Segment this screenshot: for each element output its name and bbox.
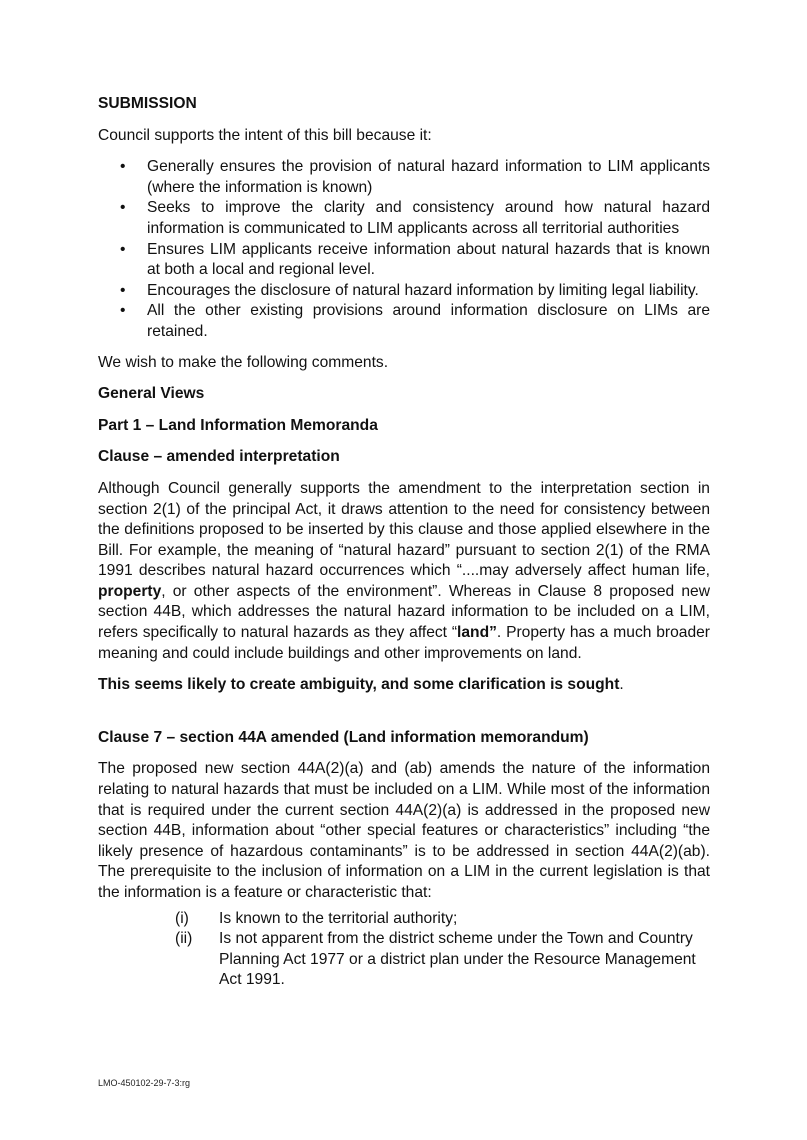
list-item: (ii) Is not apparent from the district scheme under the Town and Country Planning Act 1977 or a district plan under the Resource Management Act 1991. xyxy=(175,930,696,989)
list-item: • Seeks to improve the clarity and consistency around how natural hazard information is communicated to LIM applicants across all territorial authorities xyxy=(120,199,710,237)
clause-heading: Clause – amended interpretation xyxy=(98,448,340,466)
bullet-icon: • xyxy=(120,158,126,176)
bullet-icon: • xyxy=(120,199,126,217)
list-item: • All the other existing provisions around information disclosure on LIMs are retained. xyxy=(120,302,710,340)
support-bullet-list xyxy=(98,157,710,342)
list-item: • Generally ensures the provision of natural hazard information to LIM applicants (where the information is known) xyxy=(120,158,710,196)
general-views-heading: General Views xyxy=(98,385,205,403)
bullet-icon: • xyxy=(120,302,126,320)
list-item: • Ensures LIM applicants receive information about natural hazards that is known at both a local and regional level. xyxy=(120,240,710,279)
clause7-paragraph: The proposed new section 44A(2)(a) and (ab) amends the nature of the information relating to natural hazards that must be included on a LIM. While most of the information that is required under the current section 44A(2)(a) is addressed in the proposed new section 44B, information about “other special features or characteristics” including “the likely presence of hazardous contaminants” is to be addressed in section 44A(2)(ab). The prerequisite to the inclusion of information on a LIM in the current legislation is that the information is a feature or characteristic that: xyxy=(98,760,710,901)
list-item: (i) Is known to the territorial authority; xyxy=(98,909,710,930)
document-page xyxy=(98,94,710,991)
interpretation-paragraph: Although Council generally supports the amendment to the interpretation section in section 2(1) of the principal Act, it draws attention to the need for consistency between the definitions proposed to be inserted by this clause and those applied elsewhere in the Bill. For example, the meaning of “natural hazard” pursuant to section 2(1) of the RMA 1991 describes natural hazard occurrences which “....may adversely affect human life, property, or other aspects of the environment”. Whereas in Clause 8 proposed new section 44B, which addresses the natural hazard information to be included on a LIM, refers specifically to natural hazards as they affect “land”. Property has a much broader meaning and could include buildings and other improvements on land. xyxy=(98,479,711,662)
land-emphasis: land” xyxy=(457,624,497,642)
submission-intro: Council supports the intent of this bill because it: xyxy=(98,126,432,144)
property-emphasis: property xyxy=(98,582,162,600)
clause7-heading: Clause 7 – section 44A amended (Land information memorandum) xyxy=(98,728,589,746)
bullet-icon: • xyxy=(120,240,126,258)
submission-heading: SUBMISSION xyxy=(98,95,197,112)
item-number: (i) xyxy=(175,909,189,927)
document-reference-footer: LMO-450102-29-7-3:rg xyxy=(98,1078,191,1088)
ambiguity-statement: This seems likely to create ambiguity, and some clarification is sought. xyxy=(98,676,624,694)
part1-heading: Part 1 – Land Information Memoranda xyxy=(98,416,378,434)
item-number: (ii) xyxy=(175,930,193,948)
numbered-list xyxy=(98,909,710,991)
bullet-icon: • xyxy=(120,281,126,299)
comments-intro: We wish to make the following comments. xyxy=(98,353,389,371)
list-item: • Encourages the disclosure of natural hazard information by limiting legal liability. xyxy=(98,281,710,302)
